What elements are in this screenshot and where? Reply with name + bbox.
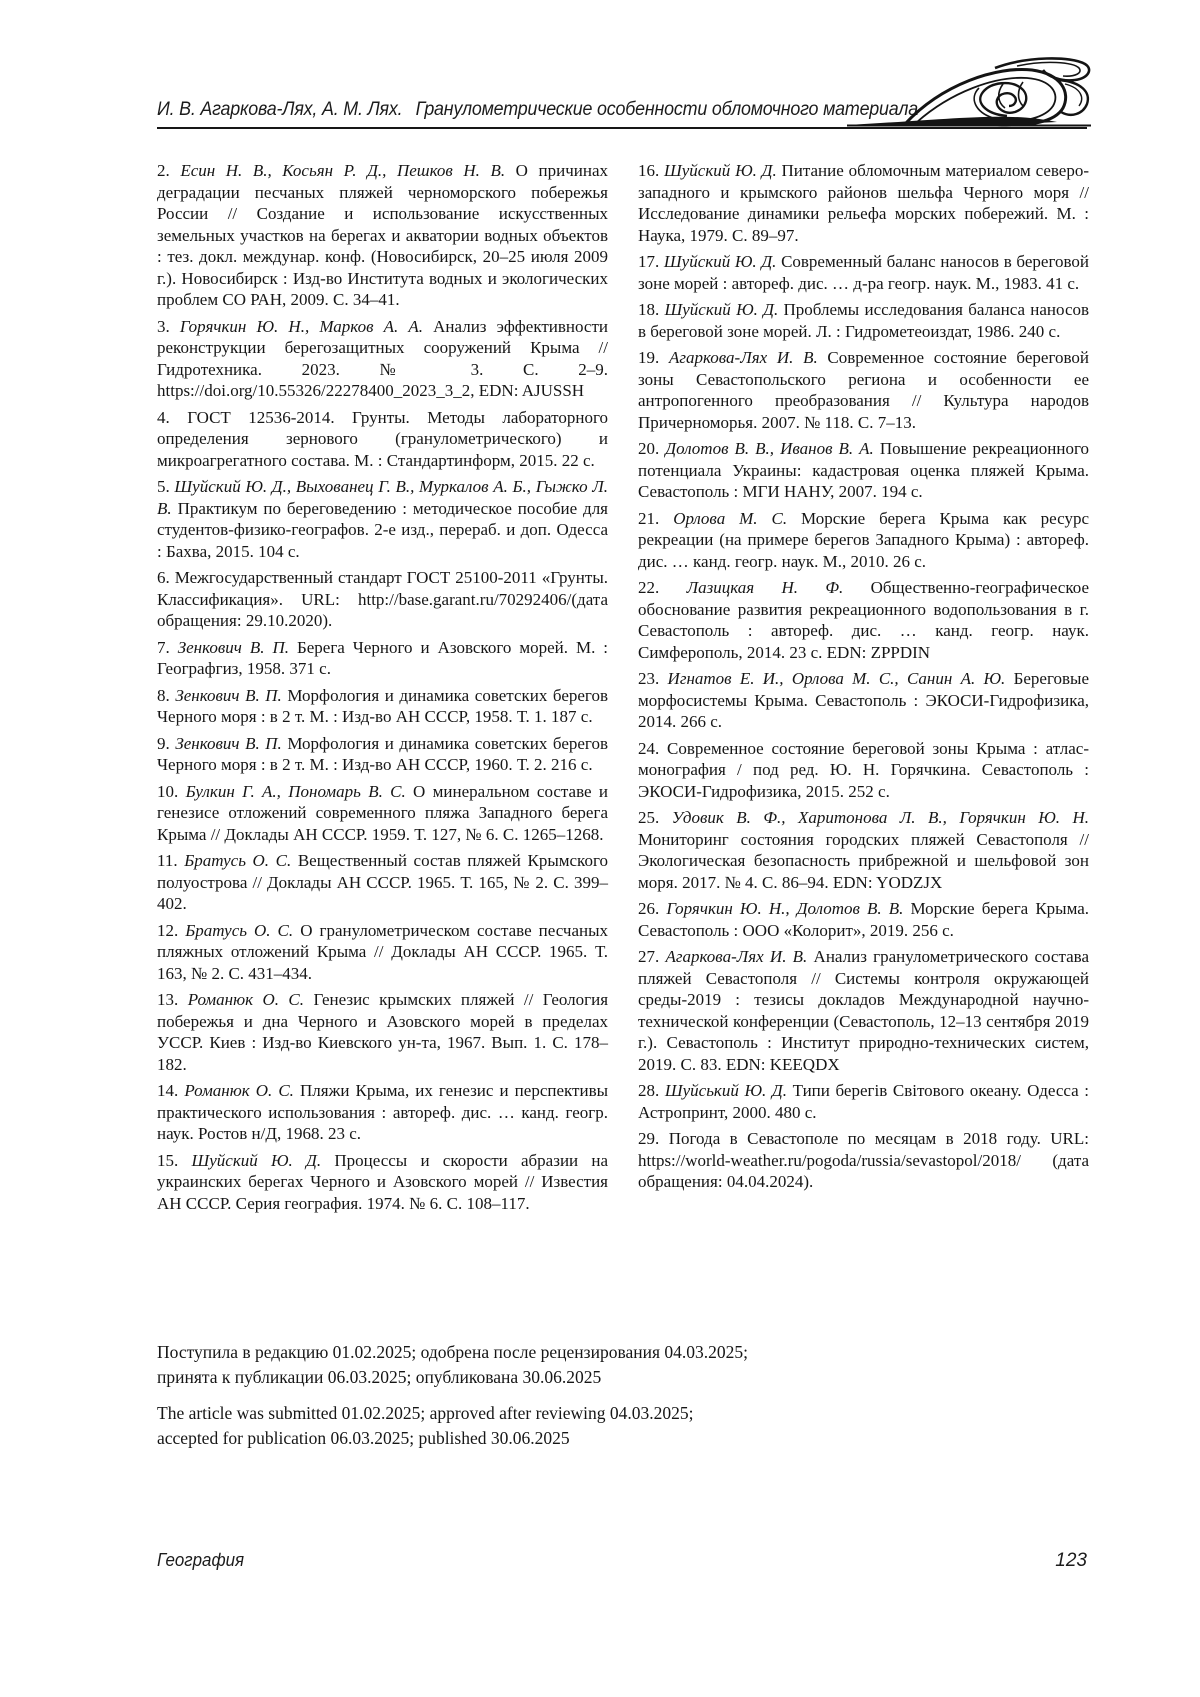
reference-text: Проблемы исследования баланса наносов в береговой зоне морей. Л. : Гидрометеоиздат, 1986. 240 с. [638, 300, 1090, 341]
reference-text: Общественно-географическое обоснование развития рекреационного водопользования в г. Севастополь : автореф. дис. … канд. геогр. наук. Симферополь, 2014. 23 с. EDN: ZPPDIN [638, 578, 1090, 662]
reference-text: О причинах деградации песчаных пляжей черноморского побережья России // Создание и использование искусственных земельных участков на берегах и акватории водных объектов : тез. докл. междунар. конф. (Новосибирск, 20–25 июля 2009 г.). Новосибирск : Изд-во Института водных и экологических проблем СО РАН, 2009. С. 34–41. [157, 161, 608, 309]
reference-number: 5. [157, 477, 170, 496]
reference-item [638, 251, 1089, 294]
reference-item [157, 1080, 608, 1145]
reference-authors: Агаркова-Лях И. В. [665, 947, 808, 966]
reference-text: Практикум по береговедению : методическое пособие для студентов-физико-географов. 2-е изд., перераб. и доп. Одесса : Бахва, 2015. 104 с. [157, 498, 609, 561]
reference-authors: Агаркова-Лях И. В. [668, 348, 818, 367]
reference-number: 14. [157, 1081, 179, 1100]
reference-number: 29. [638, 1129, 660, 1148]
references-section [157, 160, 1089, 1219]
reference-item [157, 316, 608, 402]
reference-authors: Долотов В. В., Иванов В. А. [665, 439, 874, 458]
reference-item [157, 476, 608, 562]
reference-item [638, 508, 1089, 573]
reference-text: Берега Черного и Азовского морей. М. : Географгиз, 1958. 371 с. [157, 637, 609, 678]
reference-text: О минеральном составе и генезисе отложений современного пляжа Западного берега Крыма // Доклады АН СССР. 1959. Т. 127, № 6. С. 1265–1268. [157, 781, 608, 844]
reference-item [638, 577, 1089, 663]
reference-number: 22. [638, 578, 660, 597]
reference-text: Анализ эффективности реконструкции берегозащитных сооружений Крыма // Гидротехника. 2023. № 3. С. 2–9. https://doi.org/10.55326/22278400_2023_3_2, EDN: AJUSSH [157, 316, 608, 400]
reference-item [157, 850, 608, 915]
reference-number: 6. [157, 568, 170, 587]
reference-item [638, 1080, 1089, 1123]
reference-text: Морские берега Крыма как ресурс рекреации (на примере берегов Западного Крыма) : автореф. дис. … канд. геогр. наук. М., 2010. 26 с. [638, 508, 1090, 571]
reference-number: 25. [638, 808, 660, 827]
reference-number: 21. [638, 508, 660, 528]
running-head-authors: И. В. Агаркова-Лях, А. М. Лях. [157, 99, 403, 120]
reference-authors: Есин Н. В., Косьян Р. Д., Пешков Н. В. [180, 161, 506, 180]
page-footer [157, 1550, 1087, 1572]
running-head [157, 58, 1087, 129]
reference-number: 11. [157, 851, 178, 870]
submission-dates [157, 1340, 1089, 1462]
reference-item [638, 946, 1089, 1075]
reference-authors: Зенкович В. П. [175, 685, 282, 705]
reference-number: 24. [638, 738, 660, 758]
reference-number: 16. [638, 161, 660, 180]
reference-number: 7. [157, 637, 170, 657]
art-nouveau-flourish-icon [847, 56, 1093, 130]
footer-page-number: 123 [1055, 1550, 1087, 1571]
references-column-left [157, 160, 608, 1219]
reference-authors: Лазицкая Н. Ф. [686, 578, 844, 597]
reference-number: 26. [638, 899, 660, 918]
reference-authors: Зенкович В. П. [177, 637, 289, 657]
reference-authors: Шуйский Ю. Д. [664, 161, 777, 180]
reference-text: Современный баланс наносов в береговой зоне морей : автореф. дис. … д-ра геогр. наук. М., 1983. 41 с. [638, 252, 1090, 293]
reference-text: Береговые морфосистемы Крыма. Севастополь : ЭКОСИ-Гидрофизика, 2014. 266 с. [638, 669, 1090, 731]
footer-section-title: География [157, 1550, 245, 1570]
reference-text: Питание обломочным материалом северо-западного и крымского районов шельфа Черного моря // Исследование динамики рельефа морских побережий. М. : Наука, 1979. С. 89–97. [638, 161, 1090, 245]
reference-item [157, 567, 608, 632]
reference-item [157, 989, 608, 1075]
reference-item [638, 668, 1089, 733]
reference-number: 20. [638, 439, 660, 458]
submission-ru-line2: принята к публикации 06.03.2025; опубликована 30.06.2025 [157, 1367, 602, 1387]
reference-text: Типи берегів Світового океану. Одесса : Астропринт, 2000. 480 с. [638, 1081, 1090, 1122]
running-head-title: Гранулометрические особенности обломочного материала [415, 99, 918, 120]
reference-text: Современное состояние береговой зоны Севастопольского региона и особенности ее антропогенного преобразования // Культура народов Причерноморья. 2007. № 118. С. 7–13. [638, 348, 1090, 432]
reference-item [157, 920, 608, 985]
reference-number: 12. [157, 920, 179, 940]
reference-authors: Горячкин Ю. Н., Долотов В. В. [666, 899, 904, 918]
reference-authors: Шуйський Ю. Д. [664, 1081, 787, 1100]
reference-authors: Зенкович В. П. [175, 733, 282, 753]
reference-item [157, 733, 608, 776]
reference-authors: Горячкин Ю. Н., Марков А. А. [179, 316, 423, 336]
reference-text: Морфология и динамика советских берегов Черного моря : в 2 т. М. : Изд-во АН СССР, 1958. Т. 1. 187 с. [157, 685, 608, 726]
reference-authors: Романюк О. С. [184, 1081, 294, 1100]
reference-authors: Шуйский Ю. Д. [664, 300, 779, 319]
reference-number: 3. [157, 316, 170, 336]
running-head-text [157, 99, 918, 121]
submission-dates-ru [157, 1340, 1089, 1390]
reference-item [157, 407, 608, 472]
reference-item [638, 807, 1089, 893]
reference-text: ГОСТ 12536-2014. Грунты. Методы лабораторного определения зернового (гранулометрического) и микроагрегатного состава. М. : Стандартинформ, 2015. 22 с. [157, 407, 609, 470]
reference-authors: Булкин Г. А., Пономарь В. С. [185, 781, 406, 801]
submission-ru-line1: Поступила в редакцию 01.02.2025; одобрена после рецензирования 04.03.2025; [157, 1342, 749, 1362]
reference-text: Пляжи Крыма, их генезис и перспективы практического использования : автореф. дис. … канд. геогр. наук. Ростов н/Д, 1968. 23 с. [157, 1081, 609, 1143]
reference-number: 23. [638, 669, 660, 688]
reference-text: Процессы и скорости абразии на украинских берегах Черного и Азовского морей // Известия АН СССР. Серия география. 1974. № 6. С. 108–117. [157, 1150, 609, 1213]
reference-text: Анализ гранулометрического состава пляжей Севастополя // Системы контроля окружающей среды-2019 : тезисы докладов Международной научно-технической конференции (Севастополь, 12–13 сентября 2019 г.). Севастополь : Институт природно-технических систем, 2019. С. 83. EDN: KEEQDX [638, 947, 1089, 1074]
reference-number: 8. [157, 685, 170, 705]
reference-text: Морские берега Крыма. Севастополь : ООО «Колорит», 2019. 256 с. [638, 899, 1090, 940]
reference-number: 9. [157, 733, 170, 753]
reference-authors: Шуйский Ю. Д. [663, 252, 777, 271]
reference-number: 2. [157, 161, 170, 180]
reference-item [157, 685, 608, 728]
reference-item [157, 1150, 608, 1215]
reference-number: 17. [638, 252, 660, 271]
reference-item [638, 738, 1089, 803]
reference-item [638, 438, 1089, 503]
reference-authors: Шуйский Ю. Д. [191, 1150, 322, 1170]
submission-en-line2: accepted for publication 06.03.2025; published 30.06.2025 [157, 1428, 570, 1448]
reference-item [638, 160, 1089, 246]
submission-dates-en [157, 1401, 1089, 1451]
reference-number: 27. [638, 947, 660, 966]
submission-en-line1: The article was submitted 01.02.2025; approved after reviewing 04.03.2025; [157, 1403, 694, 1423]
reference-authors: Братусь О. С. [184, 851, 292, 870]
reference-item [638, 1128, 1089, 1193]
reference-item [638, 347, 1089, 433]
reference-item [638, 898, 1089, 941]
reference-authors: Удовик В. Ф., Харитонова Л. В., Горячкин Ю. Н. [671, 808, 1090, 827]
reference-text: О гранулометрическом составе песчаных пляжных отложений Крыма // Доклады АН СССР. 1965. Т. 163, № 2. С. 431–434. [157, 920, 609, 983]
reference-text: Мониторинг состояния городских пляжей Севастополя // Экологическая безопасность прибрежной и шельфовой зон моря. 2017. № 4. С. 86–94. EDN: YODZJX [638, 829, 1089, 892]
reference-number: 15. [157, 1150, 179, 1170]
reference-number: 28. [638, 1081, 660, 1100]
reference-text: Вещественный состав пляжей Крымского полуострова // Доклады АН СССР. 1965. Т. 165, № 2. С. 399–402. [157, 851, 609, 913]
reference-authors: Игнатов Е. И., Орлова М. С., Санин А. Ю. [667, 669, 1006, 688]
reference-number: 13. [157, 990, 179, 1009]
references-column-right [638, 160, 1089, 1219]
reference-number: 19. [638, 348, 660, 367]
reference-number: 10. [157, 781, 179, 801]
reference-authors: Орлова М. С. [673, 508, 788, 528]
reference-text: Межгосударственный стандарт ГОСТ 25100-2011 «Грунты. Классификация». URL: http://base.garant.ru/70292406/(дата обращения: 29.10.2020). [157, 568, 608, 630]
reference-text: Морфология и динамика советских берегов Черного моря : в 2 т. М. : Изд-во АН СССР, 1960. Т. 2. 216 с. [157, 733, 608, 774]
reference-authors: Шуйский Ю. Д., Выхованец Г. В., Муркалов А. Б., Гыжко Л. В. [157, 477, 609, 518]
reference-item [638, 299, 1089, 342]
reference-text: Генезис крымских пляжей // Геология побережья и дна Черного и Азовского морей в пределах УССР. Киев : Изд-во Киевского ун-та, 1967. Вып. 1. С. 178–182. [157, 990, 609, 1074]
reference-number: 4. [157, 407, 170, 427]
reference-authors: Братусь О. С. [185, 920, 294, 940]
reference-item [157, 160, 608, 311]
reference-number: 18. [638, 300, 660, 319]
reference-item [157, 637, 608, 680]
reference-authors: Романюк О. С. [187, 990, 304, 1009]
reference-item [157, 781, 608, 846]
reference-text: Современное состояние береговой зоны Крыма : атлас-монография / под ред. Ю. Н. Горячкина. Севастополь : ЭКОСИ-Гидрофизика, 2015. 252 с. [638, 738, 1089, 801]
reference-text: Погода в Севастополе по месяцам в 2018 году. URL: https://world-weather.ru/pogoda/russia/sevastopol/2018/ (дата обращения: 04.04.2024). [638, 1129, 1090, 1191]
reference-text: Повышение рекреационного потенциала Украины: кадастровая оценка пляжей Крыма. Севастополь : МГИ НАНУ, 2007. 194 с. [638, 439, 1090, 501]
